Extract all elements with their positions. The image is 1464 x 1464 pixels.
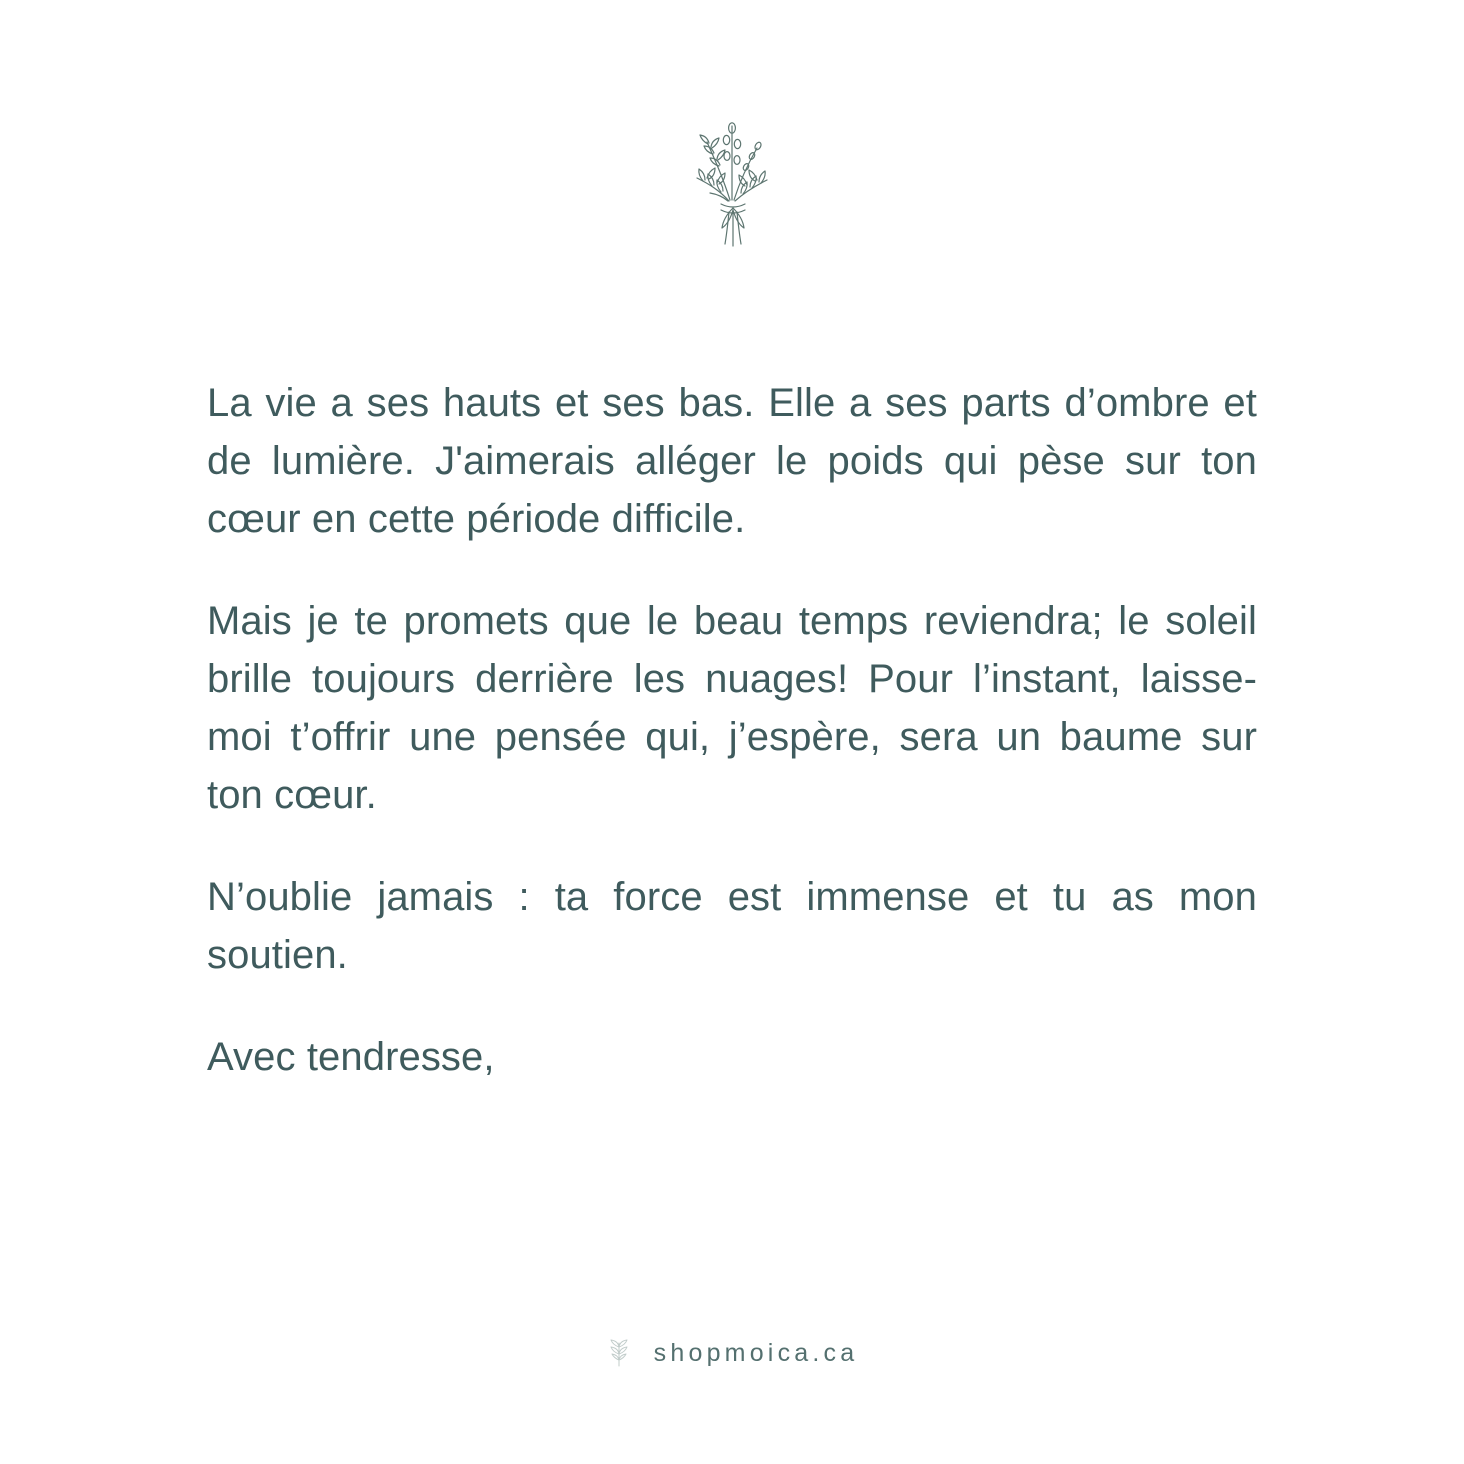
letter-body	[207, 374, 1257, 1086]
floral-bouquet-icon	[667, 104, 797, 254]
small-sprig-icon	[606, 1338, 632, 1368]
paragraph-1: La vie a ses hauts et ses bas. Elle a ses parts d’ombre et de lumière. J'aimerais alléger le poids qui pèse sur ton cœur en cette période difficile.	[207, 381, 1257, 541]
paragraph-2: Mais je te promets que le beau temps reviendra; le soleil brille toujours derrière les nuages! Pour l’instant, laisse-moi t’offrir une pensée qui, j’espère, sera un baume sur ton cœur.	[207, 599, 1257, 817]
footer	[0, 1338, 1464, 1368]
sign-off: Avec tendresse,	[207, 1035, 495, 1079]
website-label[interactable]: shopmoica.ca	[653, 1338, 859, 1367]
paragraph-3: N’oublie jamais : ta force est immense et tu as mon soutien.	[207, 875, 1257, 977]
